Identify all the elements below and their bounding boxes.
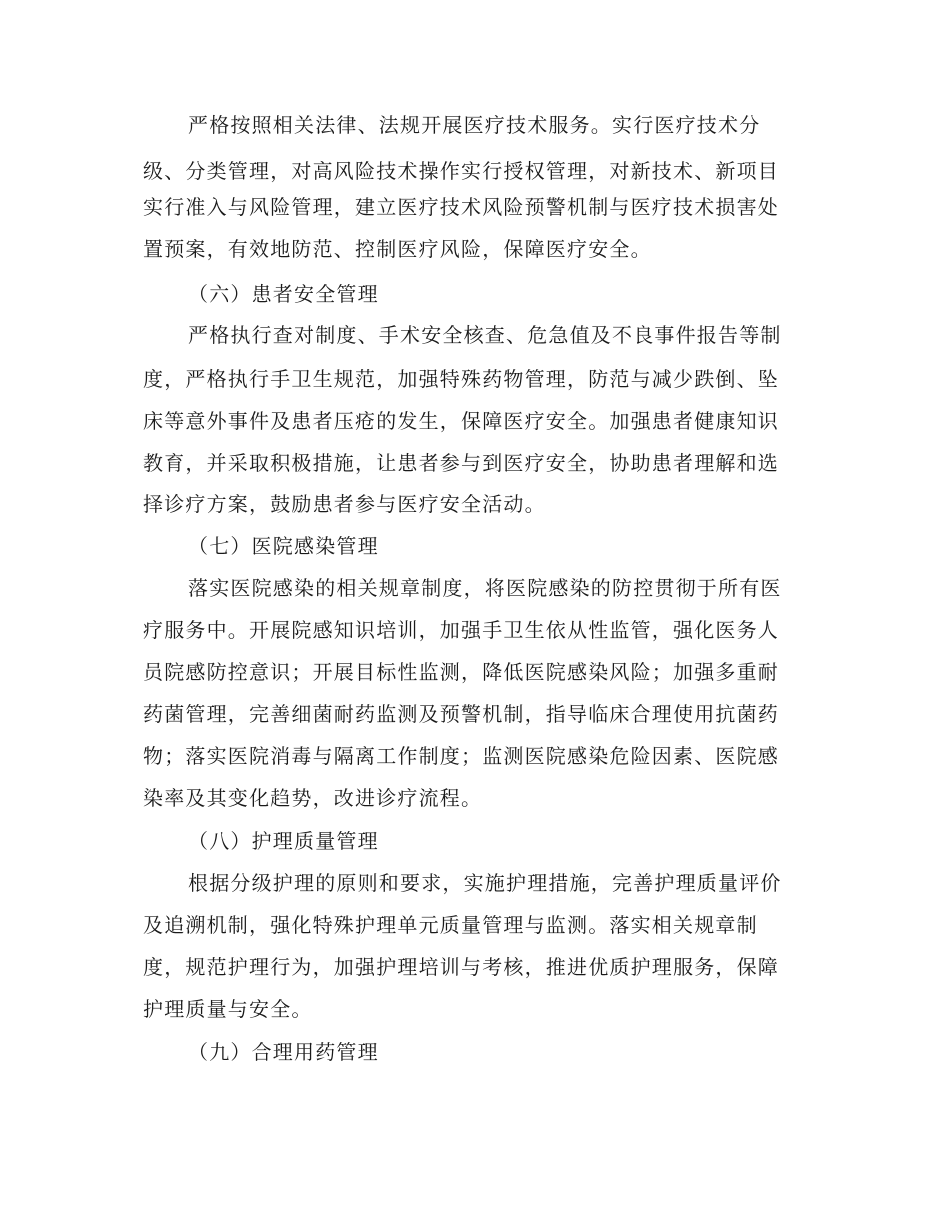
paragraph-line: 物；落实医院消毒与隔离工作制度；监测医院感染危险因素、医院感 bbox=[143, 744, 779, 768]
paragraph-line: 药菌管理，完善细菌耐药监测及预警机制，指导临床合理使用抗菌药 bbox=[143, 702, 779, 726]
paragraph-line: 疗服务中。开展院感知识培训，加强手卫生依从性监管，强化医务人 bbox=[143, 618, 779, 642]
paragraph-line: 护理质量与安全。 bbox=[143, 997, 313, 1021]
paragraph-line: 教育，并采取积极措施，让患者参与到医疗安全，协助患者理解和选 bbox=[143, 451, 779, 475]
section-heading: （六）患者安全管理 bbox=[188, 282, 379, 306]
paragraph-line: 度，严格执行手卫生规范，加强特殊药物管理，防范与减少跌倒、坠 bbox=[143, 367, 779, 391]
section-heading: （八）护理质量管理 bbox=[188, 829, 379, 853]
paragraph-line: 床等意外事件及患者压疮的发生，保障医疗安全。加强患者健康知识 bbox=[143, 409, 779, 433]
paragraph-line: 及追溯机制，强化特殊护理单元质量管理与监测。落实相关规章制 bbox=[143, 913, 758, 937]
paragraph-line: 严格按照相关法律、法规开展医疗技术服务。实行医疗技术分 bbox=[188, 113, 761, 137]
paragraph-line: 员院感防控意识；开展目标性监测，降低医院感染风险；加强多重耐 bbox=[143, 660, 779, 684]
paragraph-line: 根据分级护理的原则和要求，实施护理措施，完善护理质量评价 bbox=[188, 871, 782, 895]
paragraph-line: 置预案，有效地防范、控制医疗风险，保障医疗安全。 bbox=[143, 237, 652, 261]
paragraph-line: 级、分类管理，对高风险技术操作实行授权管理，对新技术、新项目 bbox=[143, 159, 779, 183]
paragraph-line: 实行准入与风险管理，建立医疗技术风险预警机制与医疗技术损害处 bbox=[143, 195, 779, 219]
section-heading: （七）医院感染管理 bbox=[188, 534, 379, 558]
section-heading: （九）合理用药管理 bbox=[188, 1040, 379, 1064]
paragraph-line: 落实医院感染的相关规章制度，将医院感染的防控贯彻于所有医 bbox=[188, 576, 782, 600]
paragraph-line: 染率及其变化趋势，改进诊疗流程。 bbox=[143, 786, 483, 810]
paragraph-line: 度，规范护理行为，加强护理培训与考核，推进优质护理服务，保障 bbox=[143, 955, 779, 979]
paragraph-line: 择诊疗方案，鼓励患者参与医疗安全活动。 bbox=[143, 492, 546, 516]
paragraph-line: 严格执行查对制度、手术安全核查、危急值及不良事件报告等制 bbox=[188, 323, 782, 347]
